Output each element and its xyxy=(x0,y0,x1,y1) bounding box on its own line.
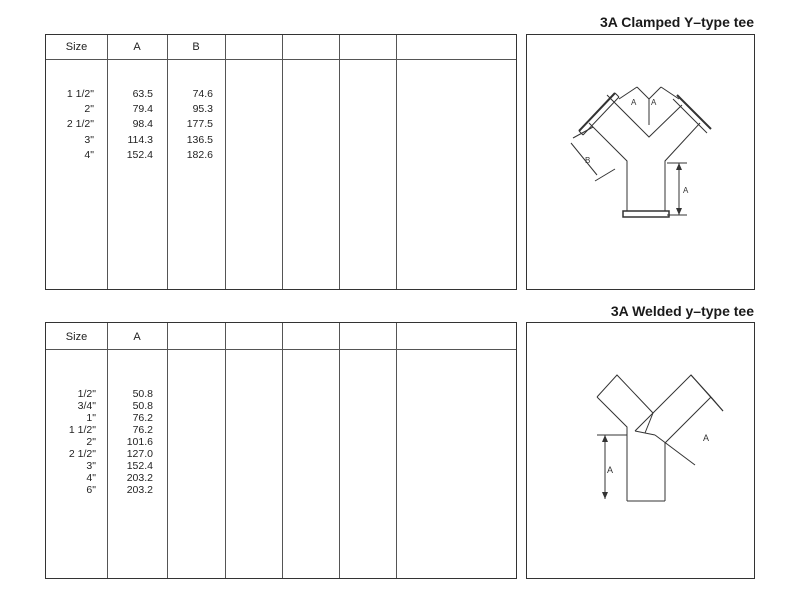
table-cell-size: 2 1/2" xyxy=(68,448,96,460)
column-divider xyxy=(339,35,340,289)
table-cell-size: 3" xyxy=(86,460,96,472)
header-b: B xyxy=(192,41,200,53)
table-cell-a: 114.3 xyxy=(127,134,153,146)
clamped-size-table xyxy=(45,34,517,290)
tee-left-branch xyxy=(597,375,653,431)
dim-b-line xyxy=(571,143,597,175)
table-cell-a: 76.2 xyxy=(132,424,153,436)
table-cell-size: 2" xyxy=(84,103,94,115)
dim-label-a-left: A xyxy=(607,465,614,475)
table-cell-a: 50.8 xyxy=(132,388,153,400)
table-cell-b: 182.6 xyxy=(186,149,213,161)
header-size: Size xyxy=(65,331,88,343)
header-size: Size xyxy=(65,41,88,53)
table-cell-a: 76.2 xyxy=(132,412,153,424)
header-a: A xyxy=(133,41,141,53)
tee-outer-right xyxy=(665,123,700,211)
header-a: A xyxy=(133,331,141,343)
table-cell-a: 127.0 xyxy=(126,448,153,460)
tee-outline-left xyxy=(607,95,682,137)
column-divider xyxy=(282,323,283,578)
column-divider xyxy=(339,323,340,578)
column-divider xyxy=(396,323,397,578)
column-divider xyxy=(167,35,168,289)
table-cell-a: 203.2 xyxy=(126,484,153,496)
table-cell-a: 50.8 xyxy=(132,400,153,412)
welded-size-table xyxy=(45,322,517,579)
table-cell-size: 1/2" xyxy=(77,388,96,400)
table-cell-b: 136.5 xyxy=(186,134,213,146)
table-cell-size: 4" xyxy=(84,149,94,161)
column-divider xyxy=(167,323,168,578)
table-cell-b: 177.5 xyxy=(186,118,213,130)
table-cell-a: 79.4 xyxy=(132,103,153,115)
table-cell-a: 98.4 xyxy=(132,118,153,130)
column-divider xyxy=(396,35,397,289)
table-cell-b: 95.3 xyxy=(192,103,213,115)
welded-y-tee-drawing xyxy=(527,323,756,580)
table-cell-b: 74.6 xyxy=(192,88,213,100)
table-cell-a: 63.5 xyxy=(132,88,153,100)
table-cell-a: 152.4 xyxy=(126,460,153,472)
table-cell-size: 2 1/2" xyxy=(66,118,94,130)
table-cell-size: 3" xyxy=(84,134,94,146)
section-title-welded: 3A Welded y–type tee xyxy=(610,303,754,319)
table-cell-size: 1 1/2" xyxy=(66,88,94,100)
dim-label-a-right: A xyxy=(703,433,710,443)
table-cell-size: 4" xyxy=(86,472,96,484)
table-cell-a: 152.4 xyxy=(126,149,153,161)
dim-label-a-top-right: A xyxy=(651,98,657,107)
clamped-y-tee-drawing xyxy=(527,35,756,291)
table-cell-size: 1" xyxy=(86,412,96,424)
table-header-divider xyxy=(46,59,516,60)
table-header-divider xyxy=(46,349,516,350)
table-cell-size: 3/4" xyxy=(77,400,96,412)
table-cell-size: 1 1/2" xyxy=(68,424,96,436)
column-divider xyxy=(107,323,108,578)
table-cell-a: 101.6 xyxy=(126,436,153,448)
clamp-left-ferrule xyxy=(579,93,615,131)
column-divider xyxy=(282,35,283,289)
table-cell-size: 2" xyxy=(86,436,96,448)
tee-center-split xyxy=(645,413,653,433)
tee-outer-left xyxy=(589,123,627,211)
clamped-tee-diagram-panel xyxy=(526,34,755,290)
column-divider xyxy=(225,323,226,578)
table-cell-size: 6" xyxy=(86,484,96,496)
column-divider xyxy=(107,35,108,289)
dim-label-b: B xyxy=(585,156,591,165)
dim-label-a-top-left: A xyxy=(631,98,637,107)
clamp-bottom-ferrule xyxy=(623,211,669,217)
section-title-clamped: 3A Clamped Y–type tee xyxy=(599,14,754,30)
table-cell-a: 203.2 xyxy=(126,472,153,484)
column-divider xyxy=(225,35,226,289)
welded-tee-diagram-panel xyxy=(526,322,755,579)
clamp-right-ferrule xyxy=(677,95,711,129)
tee-right-branch xyxy=(653,375,711,413)
dim-label-a-right: A xyxy=(683,186,689,195)
